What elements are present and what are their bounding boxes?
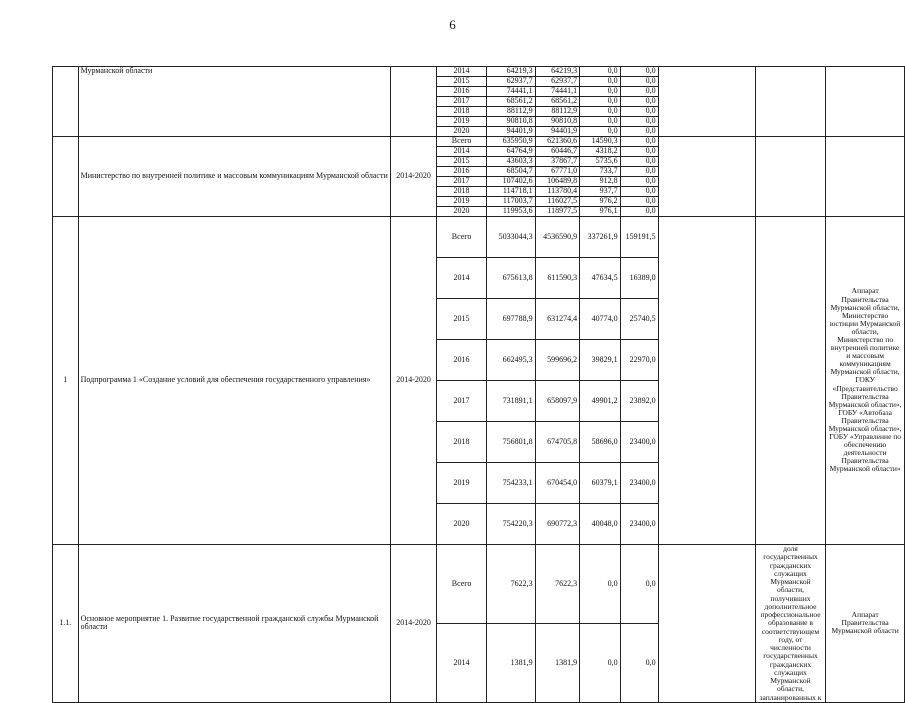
program-funding-table — [52, 66, 905, 703]
amount-cell: 114718,1 — [486, 187, 535, 197]
amount-cell: 37867,7 — [535, 157, 580, 167]
amount-cell: 116027,5 — [535, 197, 580, 207]
amount-cell: 67771,0 — [535, 167, 580, 177]
amount-cell: 119953,6 — [486, 207, 535, 217]
amount-cell: 754220,3 — [486, 504, 535, 545]
year-cell: 2019 — [437, 117, 486, 127]
year-cell: 2014 — [437, 258, 486, 299]
amount-cell: 754233,1 — [486, 463, 535, 504]
amount-cell: 58696,0 — [580, 422, 621, 463]
indicator-cell — [755, 137, 826, 217]
blank-cell — [658, 67, 755, 137]
table-row — [53, 137, 905, 147]
year-cell: 2019 — [437, 197, 486, 207]
amount-cell: 23400,0 — [620, 504, 658, 545]
amount-cell: 976,2 — [580, 197, 621, 207]
amount-cell: 60446,7 — [535, 147, 580, 157]
year-cell: Всего — [437, 217, 486, 258]
amount-cell: 0,0 — [620, 77, 658, 87]
row-number-cell: 1.1. — [53, 545, 79, 703]
amount-cell: 0,0 — [620, 107, 658, 117]
amount-cell: 106489,8 — [535, 177, 580, 187]
amount-cell: 731891,1 — [486, 381, 535, 422]
amount-cell: 7622,3 — [486, 545, 535, 624]
amount-cell: 0,0 — [620, 147, 658, 157]
indicator-cell — [755, 217, 826, 545]
amount-cell: 113780,4 — [535, 187, 580, 197]
amount-cell: 49901,2 — [580, 381, 621, 422]
amount-cell: 40048,0 — [580, 504, 621, 545]
amount-cell: 64219,3 — [486, 67, 535, 77]
amount-cell: 7622,3 — [535, 545, 580, 624]
amount-cell: 0,0 — [580, 97, 621, 107]
amount-cell: 0,0 — [620, 177, 658, 187]
amount-cell: 0,0 — [620, 127, 658, 137]
responsible-executor-cell: Аппарат Правительства Мурманской области — [826, 545, 905, 703]
amount-cell: 662495,3 — [486, 340, 535, 381]
amount-cell: 675613,8 — [486, 258, 535, 299]
amount-cell: 0,0 — [620, 157, 658, 167]
amount-cell: 1381,9 — [535, 623, 580, 702]
year-cell: 2018 — [437, 107, 486, 117]
period-cell: 2014-2020 — [390, 545, 437, 703]
amount-cell: 16389,0 — [620, 258, 658, 299]
year-cell: 2014 — [437, 147, 486, 157]
amount-cell: 0,0 — [580, 117, 621, 127]
year-cell: 2014 — [437, 623, 486, 702]
year-cell: 2014 — [437, 67, 486, 77]
year-cell: 2017 — [437, 177, 486, 187]
row-number-cell — [53, 137, 79, 217]
amount-cell: 40774,0 — [580, 299, 621, 340]
amount-cell: 68561,2 — [535, 97, 580, 107]
activity-name-cell: Подпрограмма 1 «Создание условий для обеспечения государственного управления» — [78, 217, 390, 545]
amount-cell: 0,0 — [580, 67, 621, 77]
amount-cell: 159191,5 — [620, 217, 658, 258]
amount-cell: 0,0 — [620, 207, 658, 217]
amount-cell: 0,0 — [620, 197, 658, 207]
year-cell: 2016 — [437, 340, 486, 381]
amount-cell: 635950,9 — [486, 137, 535, 147]
year-cell: Всего — [437, 545, 486, 624]
amount-cell: 62937,7 — [486, 77, 535, 87]
blank-cell — [658, 137, 755, 217]
amount-cell: 39829,1 — [580, 340, 621, 381]
amount-cell: 90810,8 — [486, 117, 535, 127]
table-row — [53, 67, 905, 77]
amount-cell: 60379,1 — [580, 463, 621, 504]
amount-cell: 0,0 — [620, 167, 658, 177]
amount-cell: 337261,9 — [580, 217, 621, 258]
amount-cell: 74441,1 — [535, 87, 580, 97]
table-row — [53, 545, 905, 624]
amount-cell: 68561,2 — [486, 97, 535, 107]
amount-cell: 0,0 — [620, 97, 658, 107]
blank-cell — [658, 217, 755, 545]
amount-cell: 25740,5 — [620, 299, 658, 340]
amount-cell: 0,0 — [620, 187, 658, 197]
row-number-cell — [53, 67, 79, 137]
amount-cell: 697788,9 — [486, 299, 535, 340]
amount-cell: 22970,0 — [620, 340, 658, 381]
activity-name-cell: Министерство по внутренней политике и массовым коммуникациям Мурманской области — [78, 137, 390, 217]
amount-cell: 0,0 — [580, 107, 621, 117]
amount-cell: 670454,0 — [535, 463, 580, 504]
indicator-cell — [755, 67, 826, 137]
amount-cell: 4536590,9 — [535, 217, 580, 258]
amount-cell: 0,0 — [580, 77, 621, 87]
amount-cell: 62937,7 — [535, 77, 580, 87]
amount-cell: 0,0 — [620, 545, 658, 624]
year-cell: 2019 — [437, 463, 486, 504]
amount-cell: 64219,3 — [535, 67, 580, 77]
year-cell: Всего — [437, 137, 486, 147]
indicator-cell: доля государственных гражданских служащих Мурманской области, получивших дополнительное профессиональное образование в соответствующем году, от численности государственных гражданских служащих Мурманской области, запланированных к — [755, 545, 826, 703]
year-cell: 2015 — [437, 157, 486, 167]
amount-cell: 756801,8 — [486, 422, 535, 463]
amount-cell: 94401,9 — [535, 127, 580, 137]
amount-cell: 5033044,3 — [486, 217, 535, 258]
amount-cell: 90810,8 — [535, 117, 580, 127]
amount-cell: 631274,4 — [535, 299, 580, 340]
period-cell: 2014-2020 — [390, 217, 437, 545]
amount-cell: 68504,7 — [486, 167, 535, 177]
amount-cell: 0,0 — [620, 137, 658, 147]
year-cell: 2016 — [437, 167, 486, 177]
amount-cell: 14590,3 — [580, 137, 621, 147]
amount-cell: 23892,0 — [620, 381, 658, 422]
responsible-executor-cell — [826, 137, 905, 217]
amount-cell: 74441,1 — [486, 87, 535, 97]
year-cell: 2017 — [437, 381, 486, 422]
year-cell: 2020 — [437, 504, 486, 545]
amount-cell: 733,7 — [580, 167, 621, 177]
year-cell: 2018 — [437, 422, 486, 463]
amount-cell: 47634,5 — [580, 258, 621, 299]
amount-cell: 0,0 — [580, 127, 621, 137]
year-cell: 2016 — [437, 87, 486, 97]
amount-cell: 0,0 — [580, 623, 621, 702]
amount-cell: 88112,9 — [486, 107, 535, 117]
period-cell: 2014-2020 — [390, 137, 437, 217]
row-number-cell: 1 — [53, 217, 79, 545]
year-cell: 2020 — [437, 207, 486, 217]
amount-cell: 107402,6 — [486, 177, 535, 187]
amount-cell: 611590,3 — [535, 258, 580, 299]
amount-cell: 0,0 — [620, 87, 658, 97]
amount-cell: 0,0 — [580, 87, 621, 97]
amount-cell: 0,0 — [620, 623, 658, 702]
amount-cell: 658097,9 — [535, 381, 580, 422]
amount-cell: 5735,6 — [580, 157, 621, 167]
amount-cell: 621360,6 — [535, 137, 580, 147]
amount-cell: 912,8 — [580, 177, 621, 187]
amount-cell: 1381,9 — [486, 623, 535, 702]
year-cell: 2017 — [437, 97, 486, 107]
amount-cell: 64764,9 — [486, 147, 535, 157]
year-cell: 2020 — [437, 127, 486, 137]
amount-cell: 0,0 — [620, 67, 658, 77]
period-cell — [390, 67, 437, 137]
activity-name-cell: Основное мероприятие 1. Развитие государственной гражданской службы Мурманской области — [78, 545, 390, 703]
amount-cell: 117003,7 — [486, 197, 535, 207]
year-cell: 2018 — [437, 187, 486, 197]
year-cell: 2015 — [437, 299, 486, 340]
year-cell: 2015 — [437, 77, 486, 87]
amount-cell: 0,0 — [580, 545, 621, 624]
amount-cell: 23400,0 — [620, 463, 658, 504]
amount-cell: 43603,3 — [486, 157, 535, 167]
page-number: 6 — [449, 17, 456, 32]
amount-cell: 937,7 — [580, 187, 621, 197]
activity-name-cell: Мурманской области — [78, 67, 390, 137]
blank-cell — [658, 545, 755, 703]
table-row — [53, 217, 905, 258]
amount-cell: 690772,3 — [535, 504, 580, 545]
amount-cell: 23400,0 — [620, 422, 658, 463]
amount-cell: 599696,2 — [535, 340, 580, 381]
amount-cell: 976,1 — [580, 207, 621, 217]
amount-cell: 94401,9 — [486, 127, 535, 137]
amount-cell: 674705,8 — [535, 422, 580, 463]
amount-cell: 4318,2 — [580, 147, 621, 157]
amount-cell: 88112,9 — [535, 107, 580, 117]
amount-cell: 118977,5 — [535, 207, 580, 217]
amount-cell: 0,0 — [620, 117, 658, 127]
responsible-executor-cell — [826, 67, 905, 137]
responsible-executor-cell: Аппарат Правительства Мурманской области, Министерство юстиции Мурманской области, Министерство по внутренней политике и массовым коммуникациям Мурманской области, ГОКУ «Представительство Правительства Мурманской области», ГОБУ «Автобаза Правительства Мурманской области», ГОБУ «Управление по обеспечению деятельности Правительства Мурманской области» — [826, 217, 905, 545]
